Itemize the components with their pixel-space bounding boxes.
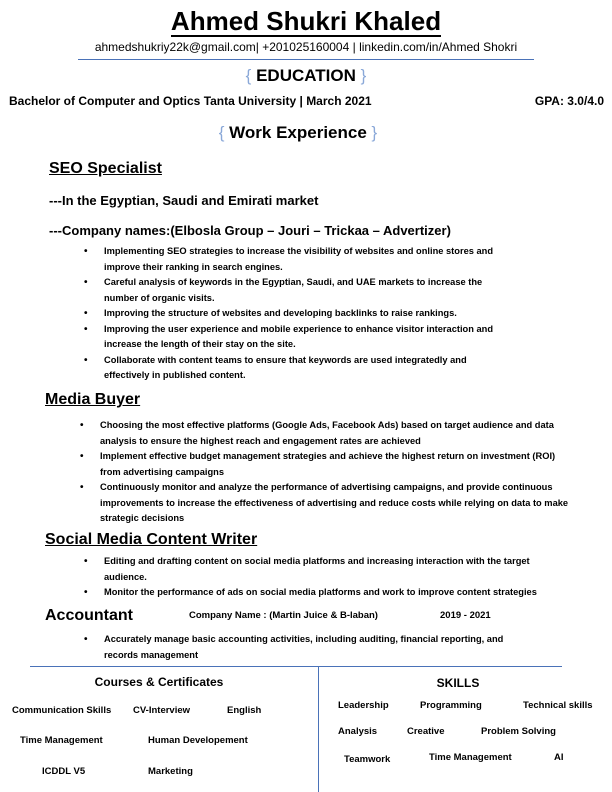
skill-item: Technical skills xyxy=(523,700,593,711)
skill-item: Leadership xyxy=(338,700,389,711)
skill-item: Teamwork xyxy=(344,754,391,765)
list-item: • Implementing SEO strategies to increase the visibility of websites and online stores and improve their ranking in search engines. xyxy=(84,244,514,275)
work-experience-heading: { Work Experience } xyxy=(218,123,378,142)
list-item: • Improving the structure of websites and developing backlinks to raise rankings. xyxy=(84,306,514,322)
seo-title: SEO Specialist xyxy=(49,160,162,177)
bottom-divider xyxy=(30,666,562,667)
list-item: • Continuously monitor and analyze the performance of advertising campaigns, and provide continuous improvements to increase the effectiveness of advertising and reduce costs while relying on data to make strategic decisions xyxy=(80,480,570,527)
education-degree: Bachelor of Computer and Optics Tanta University | March 2021 xyxy=(9,94,372,108)
accountant-company: Company Name : (Martin Juice & B-laban) xyxy=(189,610,378,621)
accountant-years: 2019 - 2021 xyxy=(440,610,491,621)
skills-title: SKILLS xyxy=(436,676,480,690)
skill-item: AI xyxy=(554,752,564,763)
skill-item: Problem Solving xyxy=(481,726,556,737)
media-buyer-title: Media Buyer xyxy=(45,391,141,408)
bracket-right-icon: } xyxy=(371,123,378,142)
bracket-left-icon: { xyxy=(245,66,252,85)
list-item: • Improving the user experience and mobile experience to enhance visitor interaction and increase the length of their stay on the site. xyxy=(84,322,514,353)
course-item: English xyxy=(227,705,262,716)
social-media-title: Social Media Content Writer xyxy=(45,531,258,548)
education-row xyxy=(9,94,604,108)
list-item: • Editing and drafting content on social media platforms and increasing interaction with the target audience. xyxy=(84,554,564,585)
course-item: ICDDL V5 xyxy=(42,766,86,777)
course-item: Human Developement xyxy=(148,735,248,746)
resume-name: Ahmed Shukri Khaled xyxy=(170,6,442,36)
column-divider xyxy=(318,666,319,792)
social-media-bullets xyxy=(84,554,564,601)
contact-line: ahmedshukriy22k@gmail.com| +201025160004 | linkedin.com/in/Ahmed Shokri xyxy=(94,40,518,54)
course-item: Time Management xyxy=(20,735,103,746)
list-item: • Accurately manage basic accounting activities, including auditing, financial reporting, and records management xyxy=(84,632,524,663)
education-heading: { EDUCATION } xyxy=(245,66,367,85)
bracket-right-icon: } xyxy=(360,66,367,85)
accountant-title: Accountant xyxy=(45,607,133,624)
education-gpa: GPA: 3.0/4.0 xyxy=(534,94,604,108)
skill-item: Time Management xyxy=(429,752,512,763)
bracket-left-icon: { xyxy=(218,123,225,142)
skill-item: Creative xyxy=(407,726,445,737)
seo-market: ---In the Egyptian, Saudi and Emirati market xyxy=(49,193,319,208)
list-item: • Monitor the performance of ads on social media platforms and work to improve content strategies xyxy=(84,585,564,601)
list-item: • Careful analysis of keywords in the Egyptian, Saudi, and UAE markets to increase the number of organic visits. xyxy=(84,275,514,306)
course-item: Marketing xyxy=(148,766,193,777)
courses-title: Courses & Certificates xyxy=(94,675,224,689)
header-divider xyxy=(78,59,534,60)
list-item: • Collaborate with content teams to ensure that keywords are used integratedly and effectively in published content. xyxy=(84,353,514,384)
seo-bullets xyxy=(84,244,514,384)
course-item: CV-Interview xyxy=(133,705,191,716)
list-item: • Implement effective budget management strategies and achieve the highest return on investment (ROI) from advertising campaigns xyxy=(80,449,570,480)
seo-companies: ---Company names:(Elbosla Group – Jouri – Trickaa – Advertizer) xyxy=(49,223,451,238)
accountant-bullets xyxy=(84,632,524,663)
list-item: • Choosing the most effective platforms (Google Ads, Facebook Ads) based on target audience and data analysis to ensure the highest reach and engagement rates are achieved xyxy=(80,418,570,449)
skill-item: Analysis xyxy=(338,726,378,737)
skill-item: Programming xyxy=(420,700,482,711)
media-buyer-bullets xyxy=(80,418,570,527)
course-item: Communication Skills xyxy=(12,705,112,716)
